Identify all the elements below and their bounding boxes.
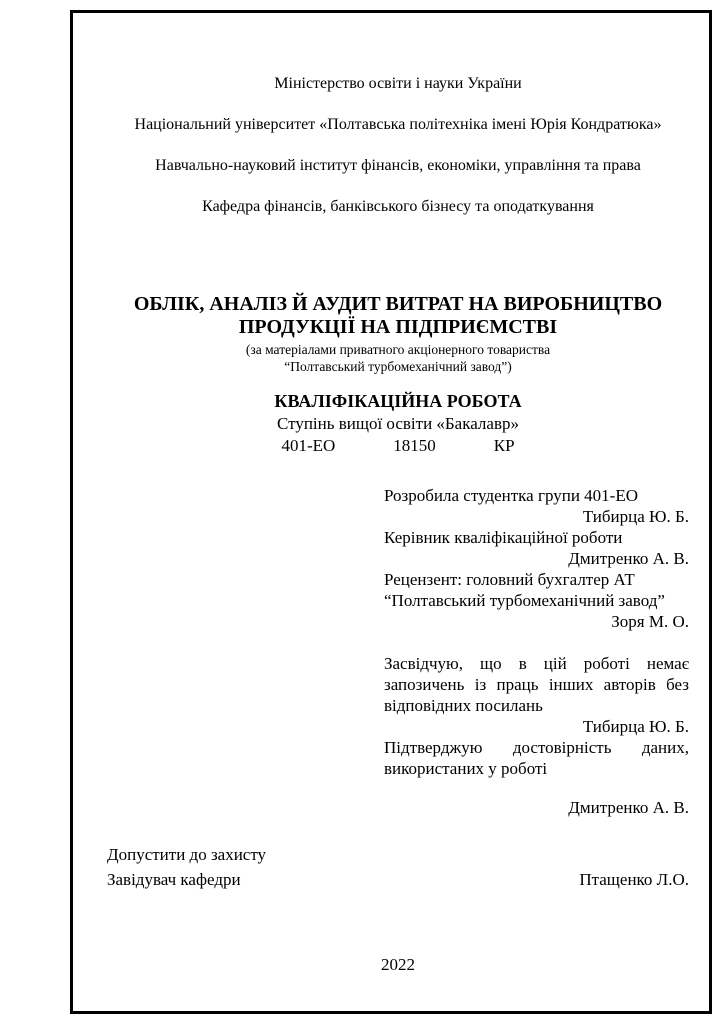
- no-plagiarism-declaration-name: Тибирца Ю. Б.: [582, 717, 689, 736]
- thesis-title-line2: ПРОДУКЦІЇ НА ПІДПРИЄМСТВІ: [238, 316, 558, 338]
- thesis-subtitle-line2: “Полтавський турбомеханічний завод”): [284, 359, 512, 374]
- page-border-frame: [70, 10, 712, 1014]
- developer-name: Тибирца Ю. Б.: [582, 507, 689, 526]
- data-validity-declaration-name: Дмитренко А. В.: [568, 798, 689, 817]
- reviewer-name: Зоря М. О.: [611, 612, 689, 631]
- year-line: 2022: [381, 955, 415, 974]
- university-line: Національний університет «Полтавська політехніка імені Юрія Кондратюка»: [134, 116, 662, 133]
- thesis-subtitle-line1: (за матеріалами приватного акціонерного товариства: [245, 342, 551, 357]
- thesis-title-line1: ОБЛІК, АНАЛІЗ Й АУДИТ ВИТРАТ НА ВИРОБНИЦТВО: [133, 293, 663, 315]
- qualification-block: [107, 389, 689, 457]
- data-validity-declaration: Підтверджую достовірність даних, використаних у роботі: [384, 738, 689, 778]
- department-line: Кафедра фінансів, банківського бізнесу та оподаткування: [202, 198, 594, 215]
- admission-block: [107, 844, 689, 891]
- codes-row: [107, 435, 689, 457]
- thesis-title-block: [107, 293, 689, 375]
- work-type-heading: КВАЛІФІКАЦІЙНА РОБОТА: [274, 391, 522, 411]
- admission-line: Допустити до захисту: [107, 845, 267, 864]
- reviewer-label-line1: Рецензент: головний бухгалтер АТ: [384, 570, 635, 589]
- work-abbr: КР: [493, 436, 515, 455]
- ministry-line: Міністерство освіти і науки України: [274, 75, 522, 92]
- head-of-department-name: Птащенко Л.О.: [579, 870, 689, 889]
- signatories-block: [384, 485, 689, 818]
- group-code: 401-ЕО: [281, 436, 336, 455]
- head-of-department-row: [107, 869, 689, 891]
- degree-line: Ступінь вищої освіти «Бакалавр»: [277, 414, 519, 433]
- thesis-subtitle-block: [107, 341, 689, 375]
- institution-header: [107, 73, 689, 237]
- developer-label: Розробила студентка групи 401-ЕО: [384, 486, 638, 505]
- head-of-department-label: Завідувач кафедри: [107, 870, 241, 889]
- supervisor-name: Дмитренко А. В.: [568, 549, 689, 568]
- no-plagiarism-declaration: Засвідчую, що в цій роботі немає запозичень із праць інших авторів без відповідних посилань: [384, 654, 689, 715]
- supervisor-label: Керівник кваліфікаційної роботи: [384, 528, 623, 547]
- institute-line: Навчально-науковий інститут фінансів, економіки, управління та права: [155, 157, 641, 174]
- reviewer-label-line2: “Полтавський турбомеханічний завод”: [384, 591, 665, 610]
- work-code: 18150: [393, 436, 436, 455]
